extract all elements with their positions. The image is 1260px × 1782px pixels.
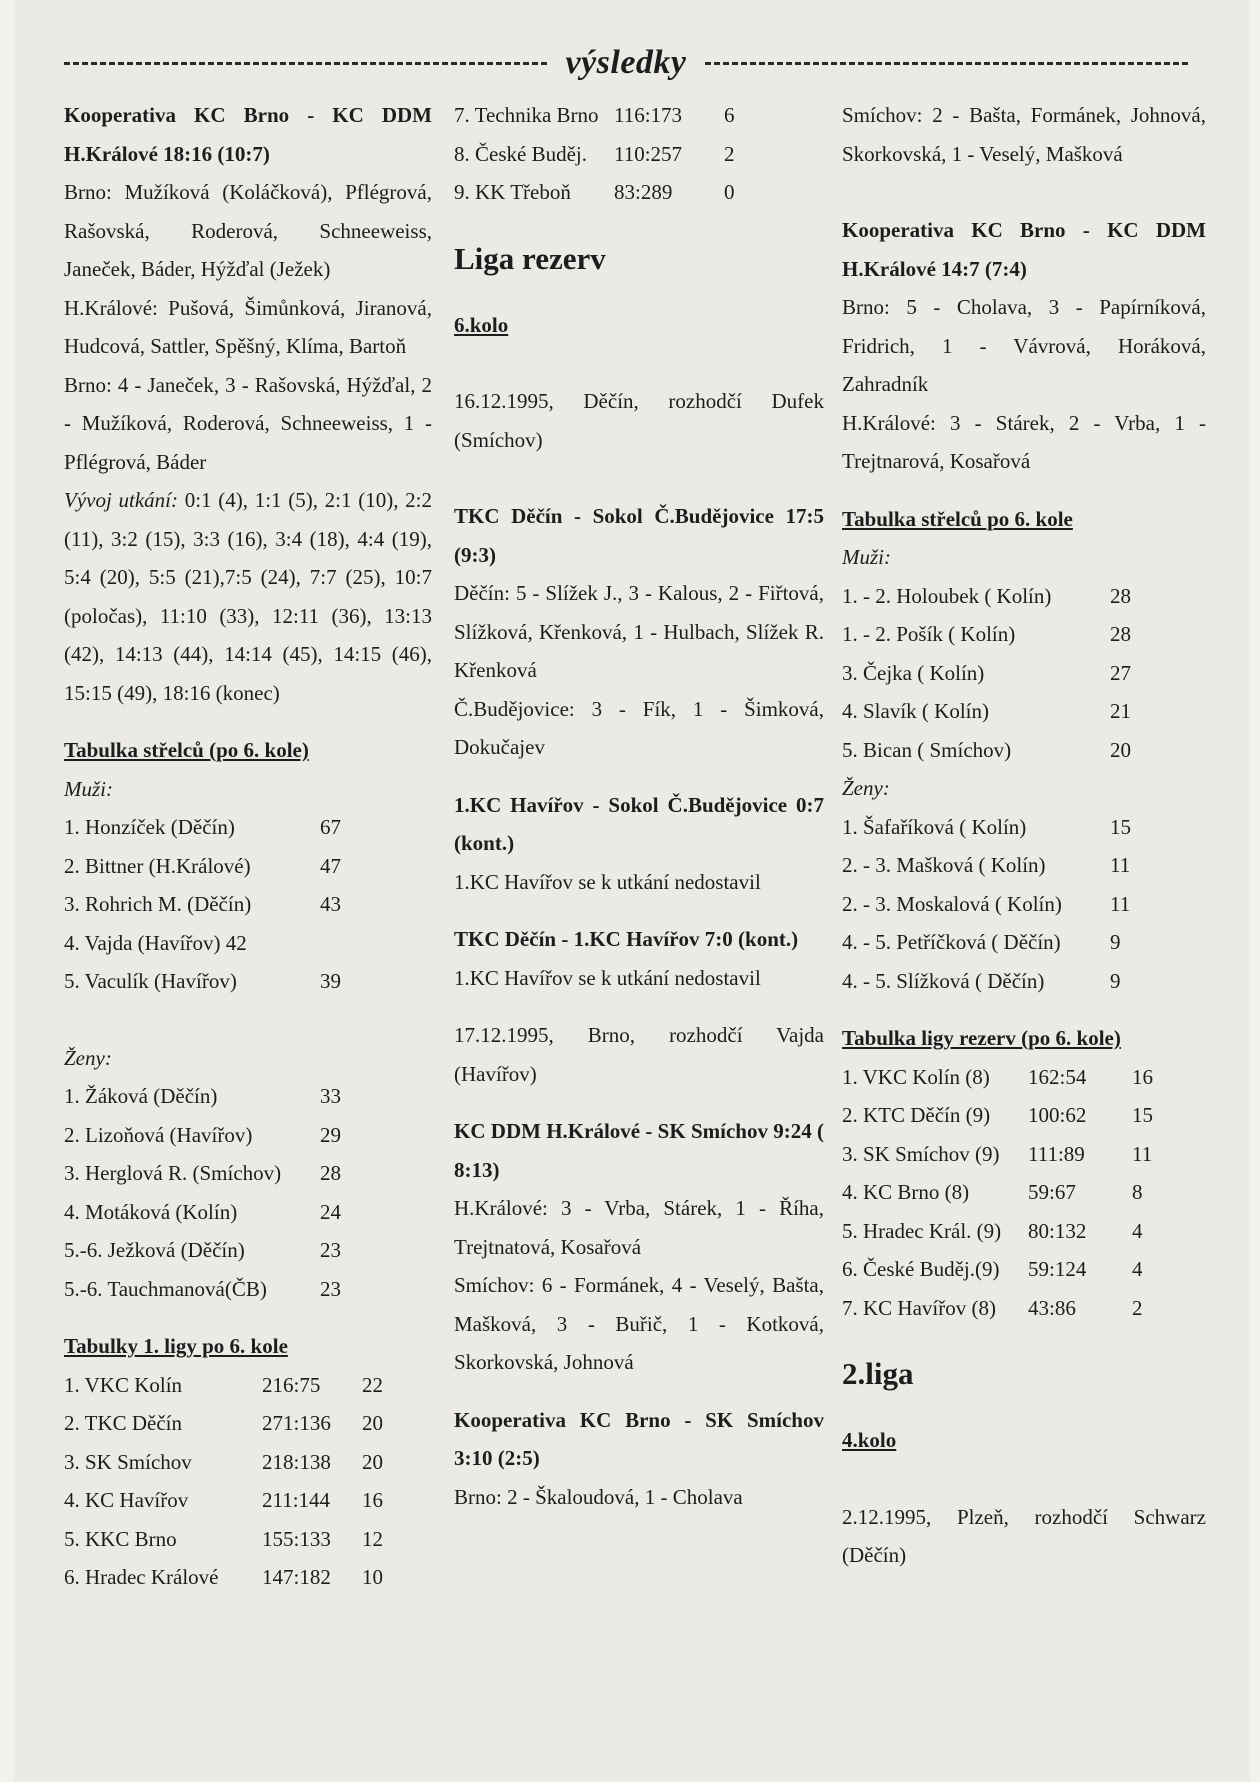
header-dash-left — [64, 62, 547, 65]
scorer-goals: 28 — [320, 1161, 341, 1185]
team-points: 10 — [362, 1565, 383, 1589]
match-lineup: Smíchov: 2 - Bašta, Formánek, Johnová, Skorkovská, 1 - Veselý, Mašková — [842, 103, 1206, 166]
table-row — [454, 96, 824, 135]
match-title: 1.KC Havířov - Sokol Č.Budějovice 0:7 (kont.) — [454, 792, 824, 855]
women-scorers-list — [64, 1077, 432, 1308]
team-score: 100:62 — [1028, 1103, 1087, 1127]
table-row — [64, 1520, 432, 1559]
list-item — [842, 923, 1206, 962]
team-name: 7. KC Havířov (8) — [842, 1295, 996, 1320]
column-middle — [454, 96, 824, 1516]
team-score: 59:124 — [1028, 1257, 1087, 1281]
match-title: Kooperativa KC Brno - KC DDM H.Králové 18:16 (10:7) — [64, 103, 432, 166]
table-row — [842, 1212, 1206, 1251]
scorer-goals: 23 — [320, 1238, 341, 1262]
team-score: 155:133 — [262, 1526, 331, 1551]
team-name: 1. VKC Kolín (8) — [842, 1064, 990, 1089]
scorer-name: 5. Bican ( Smíchov) — [842, 737, 1012, 762]
table-row — [454, 135, 824, 174]
header-dash-right — [705, 62, 1188, 65]
scorer-name: 2. Lizoňová (Havířov) — [64, 1122, 253, 1147]
team-points: 6 — [724, 103, 735, 127]
scorer-goals: 67 — [320, 815, 341, 839]
scorer-goals: 23 — [320, 1276, 341, 1301]
list-item — [64, 962, 432, 1001]
scorer-goals: 24 — [320, 1199, 341, 1224]
reserve-table-title: Tabulka ligy rezerv (po 6. kole) — [842, 1026, 1121, 1050]
team-name: 5. Hradec Král. (9) — [842, 1218, 1002, 1243]
list-item — [842, 654, 1206, 693]
team-score: 162:54 — [1028, 1064, 1087, 1089]
match-date: 16.12.1995, Děčín, rozhodčí Dufek (Smíchov) — [454, 389, 824, 452]
scorer-goals: 28 — [1110, 583, 1131, 608]
scorer-goals: 28 — [1110, 622, 1131, 646]
team-points: 4 — [1132, 1218, 1143, 1243]
team-score: 59:67 — [1028, 1180, 1076, 1204]
scorer-goals: 33 — [320, 1084, 341, 1108]
league-table-continued — [454, 96, 824, 212]
table-row — [842, 1173, 1206, 1212]
scorer-goals: 39 — [320, 969, 341, 993]
men-label: Muži: — [842, 545, 891, 569]
match-progress — [64, 481, 432, 712]
team-score: 80:132 — [1028, 1218, 1087, 1243]
team-name: 7. Technika Brno — [454, 103, 599, 127]
list-item — [842, 615, 1206, 654]
list-item — [842, 808, 1206, 847]
scorer-name: 2. - 3. Mašková ( Kolín) — [842, 853, 1046, 877]
match-note: 1.KC Havířov se k utkání nedostavil — [454, 965, 761, 990]
team-name: 9. KK Třeboň — [454, 180, 571, 204]
list-item — [64, 1193, 432, 1232]
team-name: 2. KTC Děčín (9) — [842, 1103, 991, 1127]
match-date: 2.12.1995, Plzeň, rozhodčí Schwarz (Děčín) — [842, 1504, 1206, 1567]
team-points: 20 — [362, 1411, 383, 1435]
scorer-name: 5.-6. Tauchmanová(ČB) — [64, 1276, 267, 1301]
list-item — [842, 692, 1206, 731]
match-lineup: Brno: Mužíková (Koláčková), Pflégrová, Rašovská, Roderová, Schneeweiss, Janeček, Báder, Hýžďal (Ježek) — [64, 180, 432, 281]
match-title: Kooperativa KC Brno - SK Smíchov 3:10 (2:5) — [454, 1407, 824, 1470]
progress-text: 0:1 (4), 1:1 (5), 2:1 (10), 2:2 (11), 3:2 (15), 3:3 (16), 3:4 (18), 4:4 (19), 5:4 (20), 5:5 (21),7:5 (24), 7:7 (25), 10:7 (poločas), 11:10 (33), 12:11 (36), 13:13 (42), 14:13 (44), 14:14 (45), 14:15 (46), 15:15 (49), 18:16 (konec) — [64, 488, 432, 705]
women-label: Ženy: — [64, 1045, 112, 1070]
match-lineup: H.Králové: 3 - Stárek, 2 - Vrba, 1 - Trejtnarová, Kosařová — [842, 410, 1206, 473]
table-row — [64, 1443, 432, 1482]
scorer-name: 1. Šafaříková ( Kolín) — [842, 814, 1027, 839]
women-scorers-list — [842, 808, 1206, 1001]
team-name: 4. KC Brno (8) — [842, 1180, 970, 1204]
team-points: 2 — [1132, 1295, 1143, 1320]
team-points: 15 — [1132, 1103, 1153, 1127]
section-title: 2.liga — [842, 1356, 914, 1391]
team-score: 110:257 — [614, 141, 683, 166]
team-points: 0 — [724, 180, 735, 204]
team-points: 4 — [1132, 1257, 1143, 1281]
table-row — [64, 1404, 432, 1443]
table-row — [454, 173, 824, 212]
list-item — [64, 924, 432, 963]
match-title: Kooperativa KC Brno - KC DDM H.Králové 14:7 (7:4) — [842, 218, 1206, 281]
team-score: 43:86 — [1028, 1295, 1076, 1320]
match-date: 17.12.1995, Brno, rozhodčí Vajda (Havířov) — [454, 1023, 824, 1086]
team-name: 3. SK Smíchov (9) — [842, 1141, 1000, 1166]
league-table — [64, 1366, 432, 1597]
team-name: 2. TKC Děčín — [64, 1411, 183, 1435]
team-name: 5. KKC Brno — [64, 1526, 177, 1551]
list-item — [64, 885, 432, 924]
match-scorers: Brno: 4 - Janeček, 3 - Rašovská, Hýžďal, 2 - Mužíková, Roderová, Schneeweiss, 1 - Pflégrová, Báder — [64, 372, 432, 474]
match-lineup: Smíchov: 6 - Formánek, 4 - Veselý, Bašta, Mašková, 3 - Buřič, 1 - Kotková, Skorkovská, Johnová — [454, 1273, 824, 1374]
progress-label: Vývoj utkání: — [64, 488, 178, 512]
team-score: 218:138 — [262, 1449, 331, 1474]
reserve-league-table — [842, 1058, 1206, 1328]
scorer-name: 3. Herglová R. (Smíchov) — [64, 1161, 282, 1185]
list-item — [64, 1077, 432, 1116]
match-lineup: Č.Budějovice: 3 - Fík, 1 - Šimková, Dokučajev — [454, 696, 824, 759]
team-name: 3. SK Smíchov — [64, 1449, 192, 1474]
scorers-table-title: Tabulka střelců (po 6. kole) — [64, 738, 309, 762]
match-lineup: Brno: 5 - Cholava, 3 - Papírníková, Fridrich, 1 - Vávrová, Horáková, Zahradník — [842, 295, 1206, 396]
list-item — [842, 885, 1206, 924]
list-item — [64, 1116, 432, 1155]
scorer-goals: 20 — [1110, 737, 1131, 762]
team-points: 12 — [362, 1526, 383, 1551]
scorer-goals: 43 — [320, 892, 341, 916]
scorer-name: 2. Bittner (H.Králové) — [64, 853, 251, 878]
men-scorers-list — [64, 808, 432, 1001]
scorer-name: 1. - 2. Pošík ( Kolín) — [842, 622, 1016, 646]
team-score: 111:89 — [1028, 1141, 1085, 1166]
round-title: 4.kolo — [842, 1428, 897, 1452]
team-score: 147:182 — [262, 1565, 331, 1589]
scorer-goals: 27 — [1110, 660, 1131, 685]
team-score: 116:173 — [614, 103, 683, 127]
list-item — [842, 962, 1206, 1001]
list-item — [64, 1231, 432, 1270]
team-points: 20 — [362, 1449, 383, 1474]
team-name: 6. České Buděj.(9) — [842, 1257, 1000, 1281]
list-item — [842, 846, 1206, 885]
match-lineup: Brno: 2 - Škaloudová, 1 - Cholava — [454, 1484, 743, 1509]
scorer-name: 1. Žáková (Děčín) — [64, 1084, 218, 1108]
scorer-name: 4. - 5. Petříčková ( Děčín) — [842, 930, 1061, 954]
scorer-name: 4. Slavík ( Kolín) — [842, 699, 989, 723]
scorer-name: 5. Vaculík (Havířov) — [64, 969, 237, 993]
team-points: 11 — [1132, 1141, 1153, 1166]
team-points: 22 — [362, 1372, 383, 1397]
scorer-name: 1. - 2. Holoubek ( Kolín) — [842, 583, 1052, 608]
team-points: 2 — [724, 141, 735, 166]
table-row — [64, 1366, 432, 1405]
team-name: 6. Hradec Králové — [64, 1565, 219, 1589]
scorer-goals: 29 — [320, 1122, 341, 1147]
match-lineup: Děčín: 5 - Slížek J., 3 - Kalous, 2 - Fiřtová, Slížková, Křenková, 1 - Hulbach, Slížek R. Křenková — [454, 581, 824, 682]
scorer-name: 4. Vajda (Havířov) 42 — [64, 930, 247, 955]
scorer-name: 3. Čejka ( Kolín) — [842, 660, 985, 685]
table-row — [64, 1558, 432, 1597]
scorer-goals: 21 — [1110, 699, 1131, 723]
column-right — [842, 96, 1206, 1575]
scorers-table-title: Tabulka střelců po 6. kole — [842, 506, 1073, 531]
scorer-name: 4. - 5. Slížková ( Děčín) — [842, 968, 1045, 993]
table-row — [842, 1289, 1206, 1328]
scorer-name: 3. Rohrich M. (Děčín) — [64, 892, 252, 916]
scorer-goals: 11 — [1110, 853, 1131, 877]
men-scorers-list — [842, 577, 1206, 770]
scorer-name: 1. Honzíček (Děčín) — [64, 815, 235, 839]
match-title: KC DDM H.Králové - SK Smíchov 9:24 ( 8:13) — [454, 1119, 824, 1182]
section-title: Liga rezerv — [454, 240, 606, 276]
round-title: 6.kolo — [454, 312, 509, 337]
document-page — [14, 0, 1250, 1782]
team-score: 83:289 — [614, 180, 673, 204]
team-points: 8 — [1132, 1180, 1143, 1204]
column-left — [64, 96, 432, 1597]
scorer-goals: 9 — [1110, 930, 1121, 954]
women-label: Ženy: — [842, 776, 890, 800]
match-note: 1.KC Havířov se k utkání nedostavil — [454, 869, 761, 894]
table-row — [842, 1058, 1206, 1097]
scorer-goals: 11 — [1110, 891, 1131, 916]
match-title: TKC Děčín - 1.KC Havířov 7:0 (kont.) — [454, 927, 799, 951]
match-title: TKC Děčín - Sokol Č.Budějovice 17:5 (9:3) — [454, 504, 824, 567]
league-table-title: Tabulky 1. ligy po 6. kole — [64, 1334, 288, 1358]
page-title: výsledky — [565, 44, 687, 81]
table-row — [842, 1096, 1206, 1135]
team-name: 1. VKC Kolín — [64, 1372, 183, 1397]
scorer-goals: 9 — [1110, 968, 1121, 993]
list-item — [842, 731, 1206, 770]
list-item — [64, 808, 432, 847]
match-lineup: H.Králové: Pušová, Šimůnková, Jiranová, Hudcová, Sattler, Spěšný, Klíma, Bartoň — [64, 295, 432, 358]
team-score: 271:136 — [262, 1411, 331, 1435]
page-header — [64, 38, 1188, 88]
table-row — [842, 1250, 1206, 1289]
list-item — [842, 577, 1206, 616]
match-lineup: H.Králové: 3 - Vrba, Stárek, 1 - Říha, Trejtnatová, Kosařová — [454, 1196, 824, 1259]
scorer-name: 2. - 3. Moskalová ( Kolín) — [842, 891, 1062, 916]
table-row — [842, 1135, 1206, 1174]
list-item — [64, 1270, 432, 1309]
list-item — [64, 847, 432, 886]
team-score: 211:144 — [262, 1488, 331, 1512]
men-label: Muži: — [64, 776, 113, 801]
scorer-goals: 47 — [320, 853, 341, 878]
team-points: 16 — [1132, 1064, 1153, 1089]
team-name: 4. KC Havířov — [64, 1488, 189, 1512]
scorer-name: 5.-6. Ježková (Děčín) — [64, 1238, 245, 1262]
team-score: 216:75 — [262, 1372, 321, 1397]
list-item — [64, 1154, 432, 1193]
team-points: 16 — [362, 1488, 383, 1512]
scorer-goals: 15 — [1110, 814, 1131, 839]
scorer-name: 4. Motáková (Kolín) — [64, 1199, 238, 1224]
table-row — [64, 1481, 432, 1520]
team-name: 8. České Buděj. — [454, 141, 587, 166]
